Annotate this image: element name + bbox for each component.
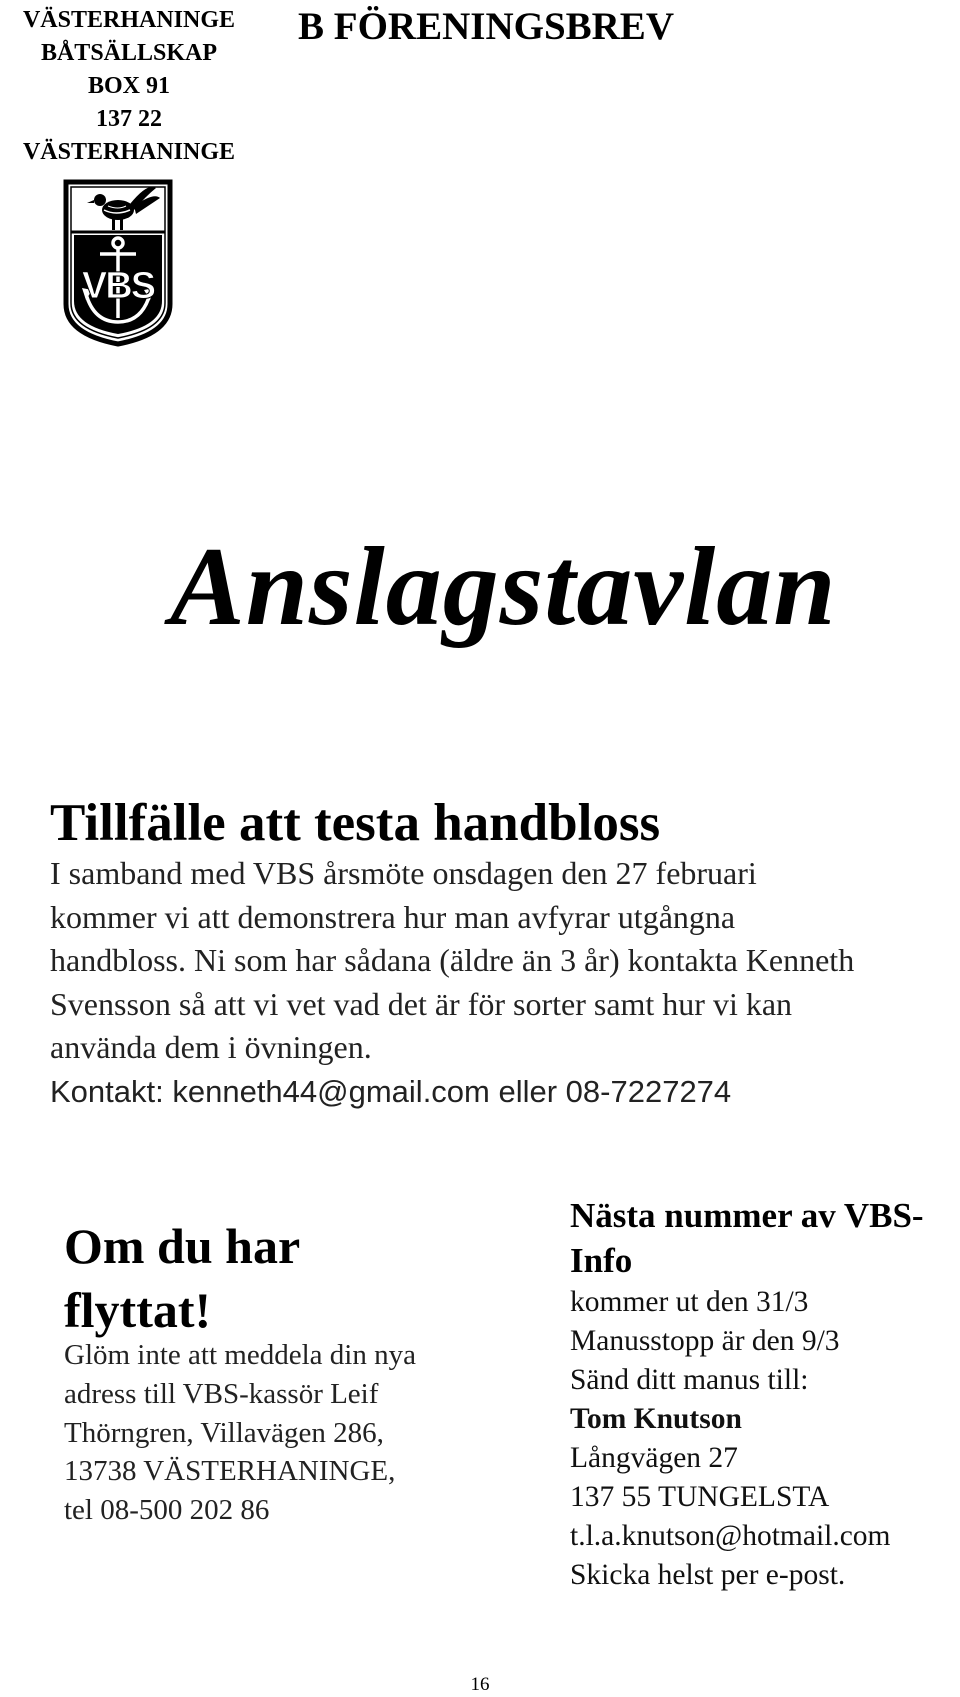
moved-notice-line: Thörngren, Villavägen 286, (64, 1416, 384, 1449)
moved-notice-heading: Om du har flyttat! (64, 1218, 300, 1338)
moved-notice-line: adress till VBS-kassör Leif (64, 1377, 379, 1410)
postage-label: B FÖRENINGSBREV (298, 5, 674, 48)
editor-postal: 137 55 TUNGELSTA (570, 1481, 830, 1513)
moved-notice-line: 13738 VÄSTERHANINGE, (64, 1455, 396, 1488)
editor-street: Långvägen 27 (570, 1442, 738, 1474)
sender-line: 137 22 (96, 106, 162, 132)
sender-line: VÄSTERHANINGE (22, 139, 236, 165)
vbs-club-emblem-icon (60, 176, 176, 348)
next-issue-body (570, 1283, 960, 1595)
next-issue-send-to: Sänd ditt manus till: (570, 1364, 809, 1396)
moved-notice-line: tel 08-500 202 86 (64, 1494, 270, 1527)
page-title: Anslagstavlan (170, 525, 837, 649)
sender-line: VÄSTERHANINGE (22, 7, 236, 33)
article-line: handbloss. Ni som har sådana (äldre än 3 år) kontakta Kenneth (50, 942, 855, 978)
article-line: kommer vi att demonstrera hur man avfyrar utgångna (50, 898, 736, 935)
article-body (50, 852, 960, 1113)
sender-address (0, 4, 258, 169)
emblem-text: VBS (81, 265, 155, 307)
moved-notice-body (64, 1336, 504, 1530)
article-contact: Kontakt: kenneth44@gmail.com eller 08-7227274 (50, 1073, 732, 1109)
page-number: 16 (470, 1674, 490, 1695)
next-issue-date: kommer ut den 31/3 (570, 1286, 809, 1318)
article-heading: Tillfälle att testa handbloss (50, 794, 661, 852)
sender-line: BOX 91 (87, 73, 170, 99)
next-issue-heading: Nästa nummer av VBS-Info (570, 1196, 924, 1280)
next-issue-deadline: Manusstopp är den 9/3 (570, 1325, 840, 1357)
editor-email: t.l.a.knutson@hotmail.com (570, 1520, 891, 1552)
article-line: använda dem i övningen. (50, 1029, 372, 1065)
sender-line: BÅTSÄLLSKAP (40, 40, 218, 66)
editor-name: Tom Knutson (570, 1403, 742, 1435)
article-line: I samband med VBS årsmöte onsdagen den 27 februari (50, 855, 757, 891)
article-line: Svensson så att vi vet vad det är för sorter samt hur vi kan (50, 985, 793, 1022)
next-issue-note: Skicka helst per e-post. (570, 1559, 846, 1591)
moved-notice-line: Glöm inte att meddela din nya (64, 1339, 416, 1371)
